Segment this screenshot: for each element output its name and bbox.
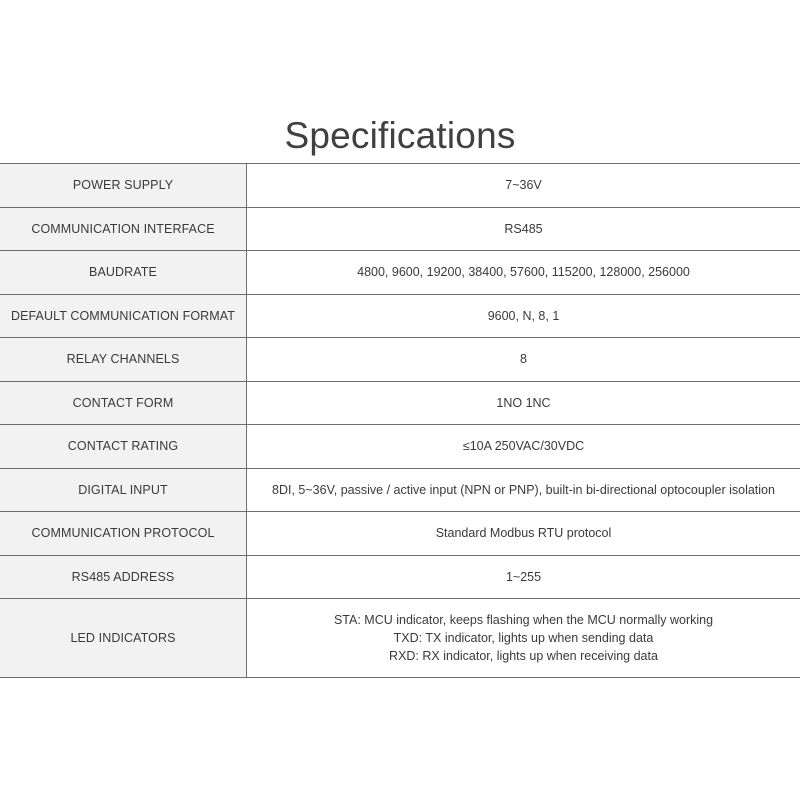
spec-value: 1~255 (247, 555, 800, 599)
spec-value: 7~36V (247, 164, 800, 208)
led-indicator-line: STA: MCU indicator, keeps flashing when the MCU normally working (333, 613, 714, 627)
spec-value: 8 (247, 338, 800, 382)
page-title: Specifications (284, 115, 516, 156)
table-row (0, 468, 800, 512)
spec-label: RS485 ADDRESS (0, 555, 247, 599)
table-row (0, 381, 800, 425)
table-row (0, 425, 800, 469)
specifications-table (0, 163, 800, 678)
table-row (0, 294, 800, 338)
spec-label: COMMUNICATION PROTOCOL (0, 512, 247, 556)
table-row (0, 599, 800, 678)
spec-value: Standard Modbus RTU protocol (247, 512, 800, 556)
spec-value: 1NO 1NC (247, 381, 800, 425)
spec-value: 8DI, 5~36V, passive / active input (NPN or PNP), built-in bi-directional optocoupler isolation (247, 468, 800, 512)
table-row (0, 512, 800, 556)
spec-value: 9600, N, 8, 1 (247, 294, 800, 338)
table-row (0, 207, 800, 251)
spec-label: DIGITAL INPUT (0, 468, 247, 512)
spec-value: RS485 (247, 207, 800, 251)
spec-value-multiline (247, 599, 800, 678)
table-row (0, 338, 800, 382)
led-indicator-line: TXD: TX indicator, lights up when sending data (393, 631, 654, 645)
led-indicator-line: RXD: RX indicator, lights up when receiving data (389, 649, 658, 663)
spec-label: RELAY CHANNELS (0, 338, 247, 382)
spec-label: BAUDRATE (0, 251, 247, 295)
table-row (0, 164, 800, 208)
spec-value: 4800, 9600, 19200, 38400, 57600, 115200, 128000, 256000 (247, 251, 800, 295)
spec-label: LED INDICATORS (0, 599, 247, 678)
spec-label: DEFAULT COMMUNICATION FORMAT (0, 294, 247, 338)
spec-label: POWER SUPPLY (0, 164, 247, 208)
table-row (0, 555, 800, 599)
spec-value: ≤10A 250VAC/30VDC (247, 425, 800, 469)
spec-label: CONTACT FORM (0, 381, 247, 425)
spec-label: CONTACT RATING (0, 425, 247, 469)
spec-label: COMMUNICATION INTERFACE (0, 207, 247, 251)
table-row (0, 251, 800, 295)
